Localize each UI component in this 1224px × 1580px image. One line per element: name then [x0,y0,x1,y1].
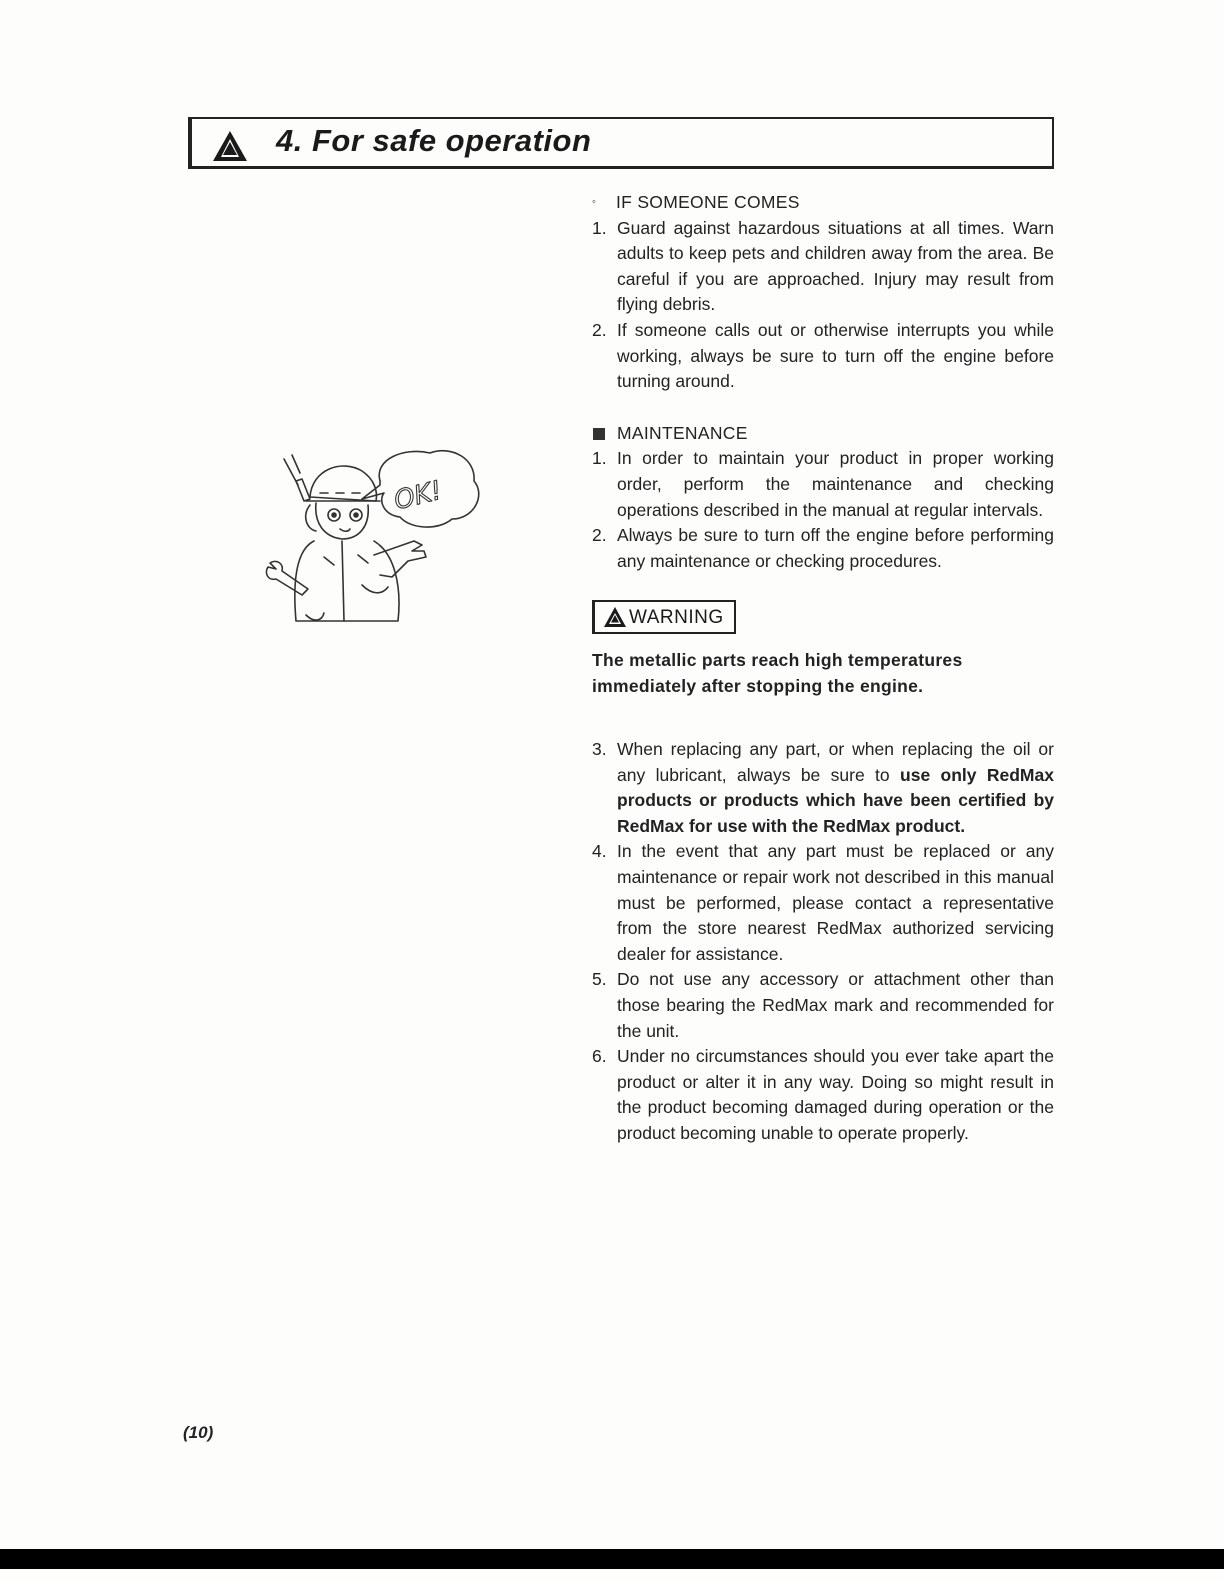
list-item: 4. In the event that any part must be replaced or any maintenance or repair work not described in this manual must be performed, please contact a representative from the store nearest RedMax authorized servicing dealer for assistance. [592,841,1054,964]
maintenance-list-continued [592,737,1054,1147]
list-item: 5. Do not use any accessory or attachment other than those bearing the RedMax mark and recommended for the unit. [592,969,1054,1041]
warning-text: The metallic parts reach high temperatures immediately after stopping the engine. [592,649,963,696]
section-header [188,117,1054,169]
someone-comes-list [592,216,1054,395]
list-item: 6. Under no circumstances should you ever take apart the product or alter it in any way. Doing so might result in the product becoming damaged during operation or the product becoming unable to operate properly. [592,1046,1054,1143]
worker-ok-illustration [262,445,494,635]
square-bullet-icon [593,428,605,440]
warning-label: WARNING [629,606,724,628]
page-number: (10) [183,1423,214,1442]
list-item: 1. In order to maintain your product in proper working order, perform the maintenance and checking operations described in the manual at regular intervals. [592,448,1054,520]
warning-box [592,600,736,634]
content-column [592,190,1054,1147]
speech-text: OK! [391,475,445,517]
list-item: 1. Guard against hazardous situations at all times. Warn adults to keep pets and children away from the area. Be careful if you are approached. Injury may result from flying debris. [592,217,1054,315]
circle-bullet-icon: ◦ [592,196,597,208]
list-item: 2. Always be sure to turn off the engine before performing any maintenance or checking procedures. [592,525,1054,571]
warning-triangle-icon [212,130,248,162]
maintenance-list [592,446,1054,574]
section-heading-someone-comes: ◦ IF SOMEONE COMES [592,190,1054,216]
section-heading-maintenance: MAINTENANCE [592,421,1054,447]
scan-edge-bar [0,1549,1224,1569]
list-item: 2. If someone calls out or otherwise interrupts you while working, always be sure to turn off the engine before turning around. [592,319,1054,392]
warning-triangle-icon [603,606,627,628]
page-title: 4. For safe operation [276,123,592,158]
list-item: 3. When replacing any part, or when replacing the oil or any lubricant, always be sure to use only RedMax products or products which have been certified by RedMax for use with the RedMax product. [592,739,1054,836]
